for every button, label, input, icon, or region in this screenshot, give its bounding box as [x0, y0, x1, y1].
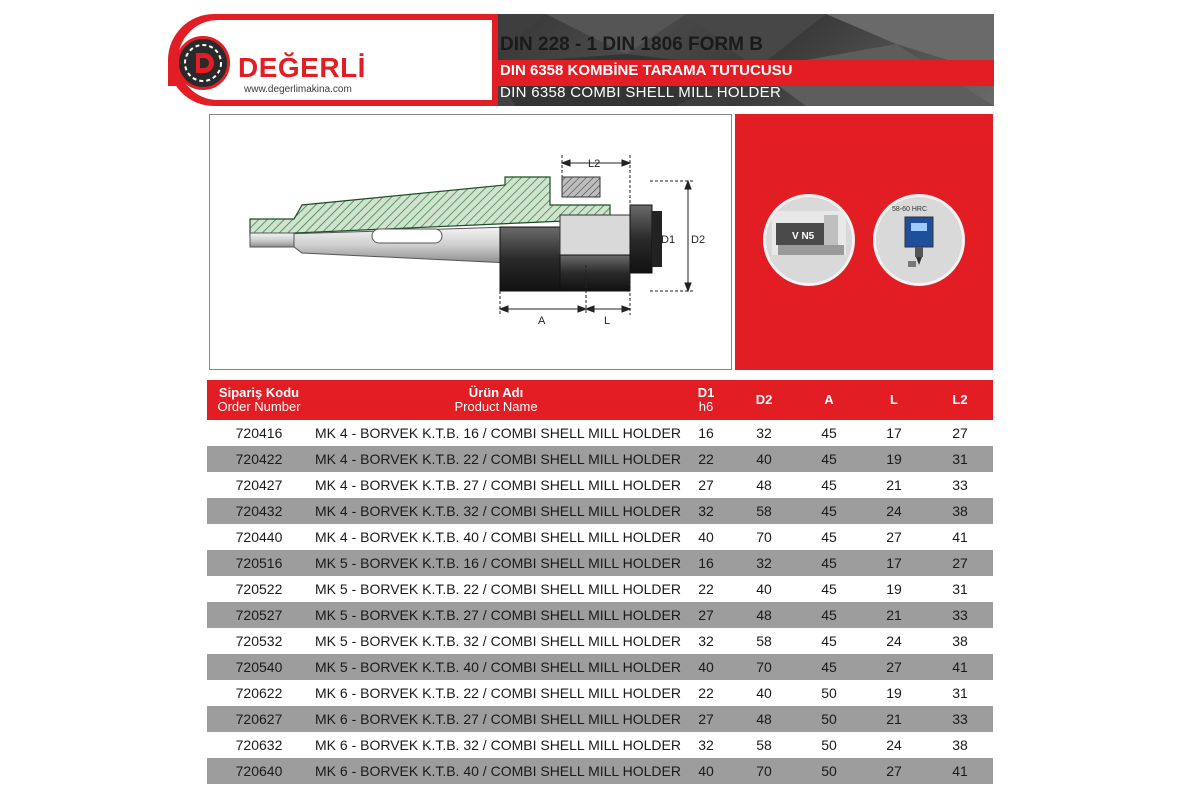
cell-d1: 32	[681, 498, 731, 524]
table-row	[207, 654, 993, 680]
table-row	[207, 602, 993, 628]
cell-name: MK 5 - BORVEK K.T.B. 16 / COMBI SHELL MILL HOLDER	[311, 550, 681, 576]
cell-a: 50	[797, 758, 861, 784]
hardness-label: 58-60 HRC	[892, 206, 928, 213]
table-row	[207, 420, 993, 446]
cell-d2: 70	[731, 758, 797, 784]
table-row	[207, 758, 993, 784]
table-header-row	[207, 380, 993, 420]
cell-l: 21	[861, 706, 927, 732]
col-d1-label: D1	[697, 385, 715, 400]
table-row	[207, 524, 993, 550]
cell-d1: 40	[681, 758, 731, 784]
cell-l: 17	[861, 420, 927, 446]
col-order-number-tr: Sipariş Kodu	[218, 385, 300, 400]
cell-a: 50	[797, 680, 861, 706]
cell-l2: 27	[927, 550, 993, 576]
surface-finish-badge	[763, 194, 855, 286]
cell-d2: 58	[731, 498, 797, 524]
cell-l: 27	[861, 758, 927, 784]
cell-d1: 22	[681, 446, 731, 472]
cell-l2: 31	[927, 680, 993, 706]
cell-name: MK 6 - BORVEK K.T.B. 22 / COMBI SHELL MILL HOLDER	[311, 680, 681, 706]
page-subtitle-tr: DIN 6358 KOMBİNE TARAMA TUTUCUSU	[500, 62, 793, 79]
col-a: A	[797, 380, 861, 420]
cell-d2: 32	[731, 550, 797, 576]
cell-name: MK 5 - BORVEK K.T.B. 27 / COMBI SHELL MILL HOLDER	[311, 602, 681, 628]
table-row	[207, 732, 993, 758]
cell-name: MK 4 - BORVEK K.T.B. 16 / COMBI SHELL MILL HOLDER	[311, 420, 681, 446]
cell-d2: 58	[731, 628, 797, 654]
hardness-badge	[873, 194, 965, 286]
table-row	[207, 576, 993, 602]
cell-code: 720622	[207, 680, 311, 706]
cell-l2: 31	[927, 446, 993, 472]
cell-l: 19	[861, 446, 927, 472]
cell-l2: 41	[927, 654, 993, 680]
cell-l2: 27	[927, 420, 993, 446]
cell-name: MK 4 - BORVEK K.T.B. 40 / COMBI SHELL MILL HOLDER	[311, 524, 681, 550]
feature-badges-panel	[735, 114, 993, 370]
cell-l2: 41	[927, 758, 993, 784]
cell-l2: 33	[927, 472, 993, 498]
cell-d2: 40	[731, 576, 797, 602]
dim-label-a: A	[538, 315, 546, 327]
cell-a: 45	[797, 498, 861, 524]
cell-a: 45	[797, 550, 861, 576]
cell-a: 45	[797, 654, 861, 680]
cell-l: 19	[861, 576, 927, 602]
cell-d1: 27	[681, 706, 731, 732]
cell-d2: 48	[731, 602, 797, 628]
cell-d1: 22	[681, 680, 731, 706]
cell-name: MK 5 - BORVEK K.T.B. 40 / COMBI SHELL MILL HOLDER	[311, 654, 681, 680]
cell-d1: 22	[681, 576, 731, 602]
dim-label-l: L	[604, 315, 611, 327]
cell-a: 45	[797, 420, 861, 446]
cell-l2: 31	[927, 576, 993, 602]
col-order-number	[207, 380, 311, 420]
cell-l: 19	[861, 680, 927, 706]
cell-d2: 40	[731, 446, 797, 472]
cell-a: 50	[797, 732, 861, 758]
cell-code: 720416	[207, 420, 311, 446]
cell-code: 720432	[207, 498, 311, 524]
col-l: L	[861, 380, 927, 420]
cell-name: MK 4 - BORVEK K.T.B. 32 / COMBI SHELL MILL HOLDER	[311, 498, 681, 524]
cell-d1: 32	[681, 732, 731, 758]
cell-l2: 33	[927, 706, 993, 732]
cell-d2: 48	[731, 472, 797, 498]
table-row	[207, 680, 993, 706]
cell-code: 720540	[207, 654, 311, 680]
dim-label-d2: D2	[691, 234, 706, 246]
cell-d1: 32	[681, 628, 731, 654]
cell-l2: 38	[927, 732, 993, 758]
cell-name: MK 4 - BORVEK K.T.B. 27 / COMBI SHELL MILL HOLDER	[311, 472, 681, 498]
dim-label-l2: L2	[588, 158, 601, 170]
cell-code: 720522	[207, 576, 311, 602]
table-row	[207, 550, 993, 576]
product-table-body	[207, 420, 993, 784]
cell-a: 45	[797, 576, 861, 602]
cell-d1: 16	[681, 420, 731, 446]
cell-d1: 27	[681, 472, 731, 498]
cell-l2: 38	[927, 628, 993, 654]
cell-code: 720632	[207, 732, 311, 758]
cell-a: 45	[797, 602, 861, 628]
cell-code: 720422	[207, 446, 311, 472]
surface-finish-icon	[766, 197, 852, 283]
cell-l: 27	[861, 524, 927, 550]
cell-d2: 32	[731, 420, 797, 446]
surface-finish-label: V N5	[792, 231, 815, 242]
cell-a: 50	[797, 706, 861, 732]
cell-l: 24	[861, 628, 927, 654]
cell-code: 720532	[207, 628, 311, 654]
col-d1	[681, 380, 731, 420]
tool-drawing	[210, 115, 731, 369]
cell-code: 720627	[207, 706, 311, 732]
page-title: DIN 228 - 1 DIN 1806 FORM B	[500, 34, 763, 55]
product-table	[207, 380, 993, 784]
cell-name: MK 5 - BORVEK K.T.B. 22 / COMBI SHELL MILL HOLDER	[311, 576, 681, 602]
technical-drawing-panel	[209, 114, 732, 370]
col-d1-tolerance: h6	[698, 399, 714, 414]
page-subtitle-en: DIN 6358 COMBI SHELL MILL HOLDER	[500, 84, 782, 101]
table-row	[207, 472, 993, 498]
cell-code: 720516	[207, 550, 311, 576]
cell-l: 24	[861, 732, 927, 758]
cell-name: MK 6 - BORVEK K.T.B. 40 / COMBI SHELL MILL HOLDER	[311, 758, 681, 784]
cell-a: 45	[797, 472, 861, 498]
col-product-name-tr: Ürün Adı	[468, 385, 524, 400]
cell-a: 45	[797, 446, 861, 472]
cell-l2: 38	[927, 498, 993, 524]
table-row	[207, 628, 993, 654]
cell-code: 720640	[207, 758, 311, 784]
cell-code: 720440	[207, 524, 311, 550]
hardness-tester-icon	[876, 197, 962, 283]
cell-name: MK 5 - BORVEK K.T.B. 32 / COMBI SHELL MILL HOLDER	[311, 628, 681, 654]
cell-d1: 40	[681, 524, 731, 550]
cell-l: 24	[861, 498, 927, 524]
cell-a: 45	[797, 524, 861, 550]
cell-d2: 40	[731, 680, 797, 706]
cell-d2: 70	[731, 654, 797, 680]
table-row	[207, 446, 993, 472]
cell-l: 21	[861, 472, 927, 498]
cell-a: 45	[797, 628, 861, 654]
cell-l: 17	[861, 550, 927, 576]
cell-d2: 48	[731, 706, 797, 732]
col-d2: D2	[731, 380, 797, 420]
cell-name: MK 6 - BORVEK K.T.B. 27 / COMBI SHELL MILL HOLDER	[311, 706, 681, 732]
cell-code: 720427	[207, 472, 311, 498]
brand-logo-text: DEĞERLİ	[238, 52, 366, 83]
col-order-number-en: Order Number	[217, 399, 301, 414]
cell-d2: 58	[731, 732, 797, 758]
col-l2: L2	[927, 380, 993, 420]
cell-d1: 40	[681, 654, 731, 680]
cell-code: 720527	[207, 602, 311, 628]
col-product-name	[311, 380, 681, 420]
cell-name: MK 4 - BORVEK K.T.B. 22 / COMBI SHELL MILL HOLDER	[311, 446, 681, 472]
logo-icon	[176, 36, 230, 90]
cell-l2: 41	[927, 524, 993, 550]
cell-name: MK 6 - BORVEK K.T.B. 32 / COMBI SHELL MILL HOLDER	[311, 732, 681, 758]
cell-d2: 70	[731, 524, 797, 550]
cell-l: 27	[861, 654, 927, 680]
cell-l: 21	[861, 602, 927, 628]
dim-label-d1: D1	[661, 234, 676, 246]
table-row	[207, 706, 993, 732]
table-row	[207, 498, 993, 524]
cell-d1: 27	[681, 602, 731, 628]
cell-d1: 16	[681, 550, 731, 576]
website-text: www.degerlimakina.com	[244, 84, 352, 95]
cell-l2: 33	[927, 602, 993, 628]
col-product-name-en: Product Name	[454, 399, 538, 414]
